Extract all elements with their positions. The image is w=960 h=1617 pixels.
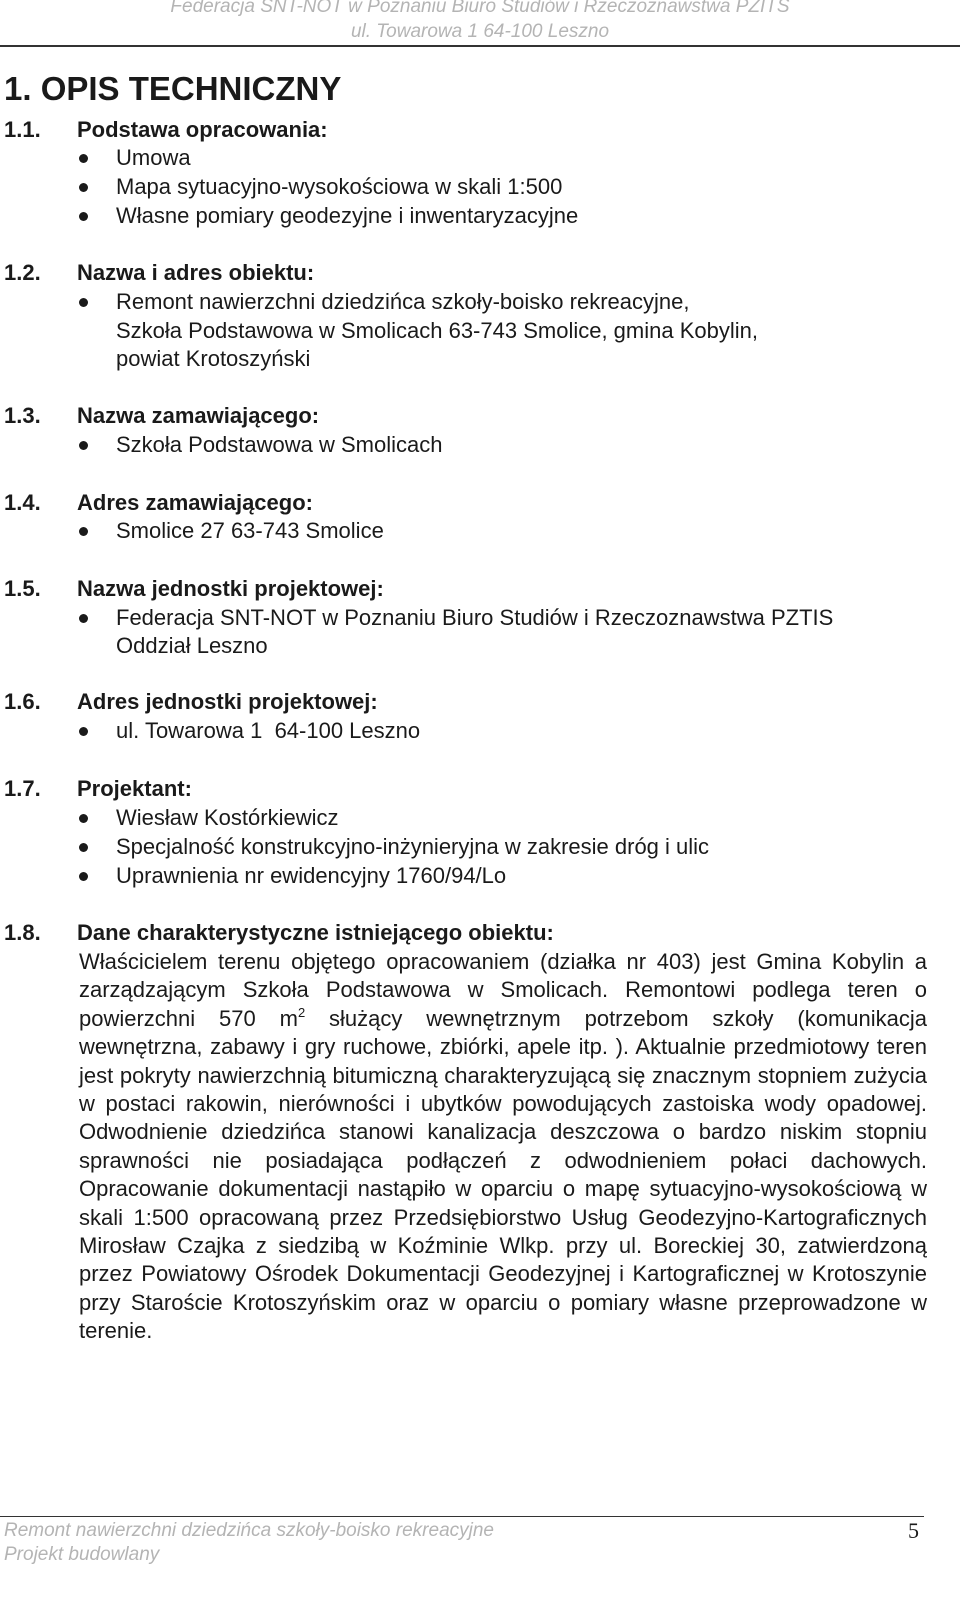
bullet-icon [79,843,88,852]
list-item: Mapa sytuacyjno-wysokościowa w skali 1:500 [116,174,563,199]
section-heading-1-6 [4,689,378,715]
list-item: Szkoła Podstawowa w Smolicach [116,432,443,457]
body-paragraph [79,948,927,1346]
footer-document-type: Projekt budowlany [4,1544,160,1565]
section-title: Projektant: [77,776,192,801]
list-item-line: Remont nawierzchni dziedzińca szkoły-boisko rekreacyjne, [116,289,690,314]
bullet-icon [79,212,88,221]
list-item: Własne pomiary geodezyjne i inwentaryzacyjne [116,203,579,228]
list-item: Smolice 27 63-743 Smolice [116,518,384,543]
list-item-line: Federacja SNT-NOT w Poznaniu Biuro Studiów i Rzeczoznawstwa PZTIS [116,605,834,630]
section-title: Dane charakterystyczne istniejącego obiektu: [77,920,554,945]
section-number: 1.3. [4,403,41,428]
section-heading-1-3 [4,403,319,429]
section-title: Adres zamawiającego: [77,490,313,515]
header-address: ul. Towarowa 1 64-100 Leszno [350,21,610,42]
list-item: Wiesław Kostórkiewicz [116,805,339,830]
list-item-line: powiat Krotoszyński [116,346,311,371]
section-title: Podstawa opracowania: [77,117,328,142]
superscript: 2 [297,1004,306,1020]
section-number: 1.4. [4,490,41,515]
section-heading-1-4 [4,490,313,516]
section-title: Nazwa i adres obiektu: [77,260,315,285]
section-number: 1.2. [4,260,41,285]
footer-divider [0,1516,924,1517]
bullet-icon [79,441,88,450]
section-title: Nazwa zamawiającego: [77,403,320,428]
section-heading-1-7 [4,776,192,802]
header-divider [0,45,960,47]
section-number: 1.5. [4,576,41,601]
paragraph-text-start: Właścicielem terenu objętego opracowaniem (działka nr 403) jest Gmina Kobylin a zarządzającym Szkoła Podstawowa w Smolicach. Remontowi podlega teren o powierzchni 570 m [79,949,927,1031]
section-title: Nazwa jednostki projektowej: [77,576,384,601]
section-number: 1.6. [4,689,41,714]
bullet-icon [79,727,88,736]
bullet-icon [79,527,88,536]
section-heading-1-5 [4,576,384,602]
page-number: 5 [908,1518,919,1543]
bullet-icon [79,614,88,623]
bullet-icon [79,183,88,192]
list-item: ul. Towarowa 1 64-100 Leszno [116,718,421,743]
list-item: Uprawnienia nr ewidencyjny 1760/94/Lo [116,863,507,888]
bullet-icon [79,154,88,163]
footer-project-name: Remont nawierzchni dziedzińca szkoły-boisko rekreacyjne [4,1520,494,1541]
bullet-icon [79,872,88,881]
page-title: 1. OPIS TECHNICZNY [4,70,342,107]
section-title: Adres jednostki projektowej: [77,689,378,714]
paragraph-text-end: służący wewnętrznym potrzebom szkoły (komunikacja wewnętrzna, zabawy i gry ruchowe, zbiórki, apele itp. ). Aktualnie przedmiotowy teren jest pokryty nawierzchnią bitumiczną charakteryzującą się znacznym stopniem zużycia w postaci rakowin, nierówności i ubytków powodujących zastoiska wody opadowej. Odwodnienie dziedzińca stanowi kanalizacja deszczowa o bardzo niskim stopniu sprawności nie posiadająca podłączeń z odwodnieniem połaci dachowych. Opracowanie dokumentacji nastąpiło w oparciu o mapę sytuacyjno-wysokościową w skali 1:500 opracowaną przez Przedsiębiorstwo Usług Geodezyjno-Kartograficznych Mirosław Czajka z siedzibą w Koźminie Wlkp. przy ul. Boreckiej 30, zatwierdzoną przez Powiatowy Ośrodek Dokumentacji Geodezyjnej i Kartograficznej w Krotoszynie przy Staroście Krotoszyńskim oraz w oparciu o pomiary własne przeprowadzone w terenie. [79,1005,927,1344]
list-item: Specjalność konstrukcyjno-inżynieryjna w zakresie dróg i ulic [116,834,710,859]
bullet-icon [79,298,88,307]
bullet-icon [79,814,88,823]
section-heading-1-1 [4,117,328,143]
header-organization: Federacja SNT-NOT w Poznaniu Biuro Studiów i Rzeczoznawstwa PZITS [170,0,790,17]
section-number: 1.8. [4,920,41,945]
section-heading-1-8 [4,920,554,946]
section-number: 1.1. [4,117,41,142]
list-item-line: Oddział Leszno [116,633,268,658]
list-item-line: Szkoła Podstawowa w Smolicach 63-743 Smolice, gmina Kobylin, [116,318,758,343]
section-heading-1-2 [4,260,314,286]
section-number: 1.7. [4,776,41,801]
list-item: Umowa [116,145,191,170]
